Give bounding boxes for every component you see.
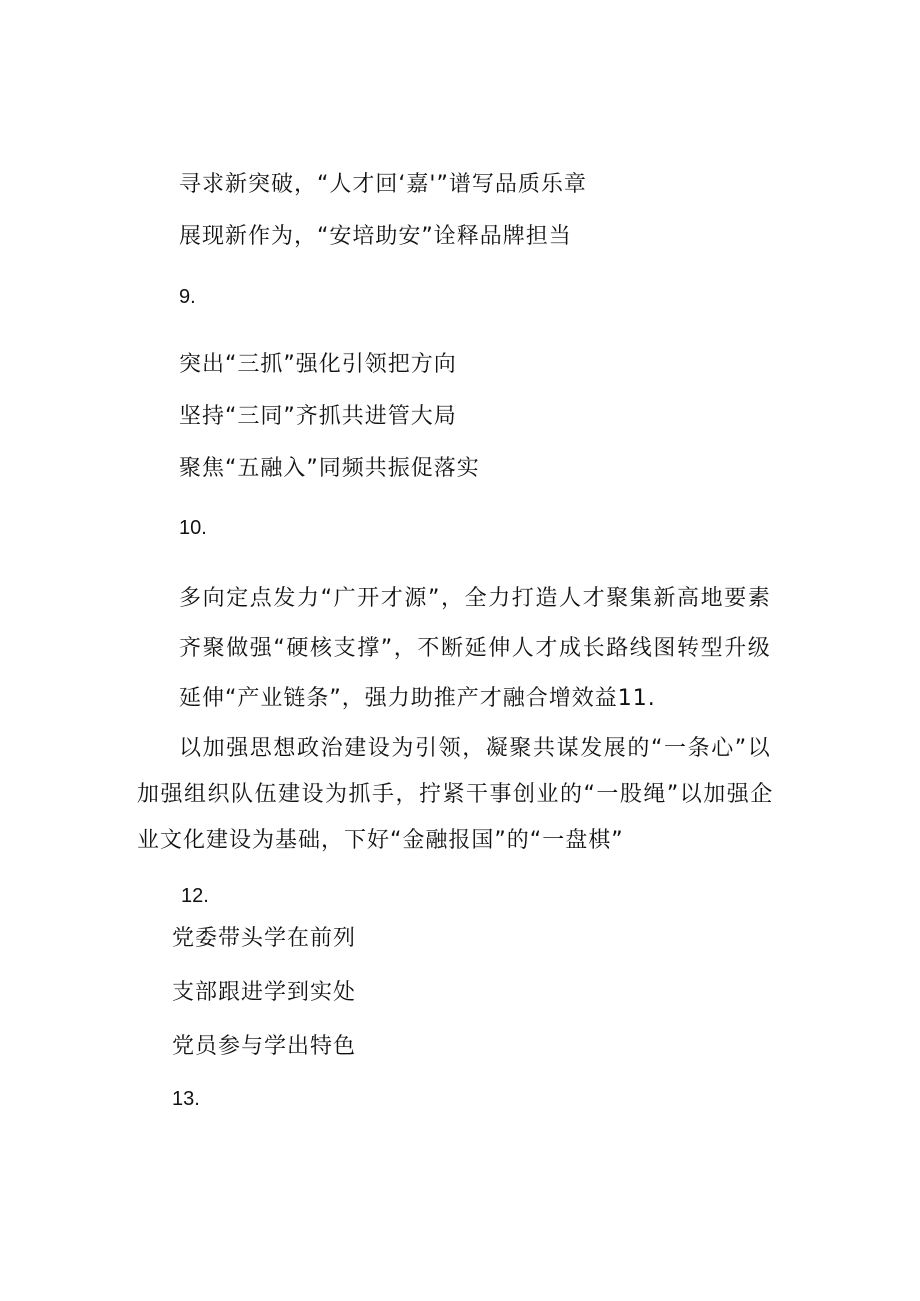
- slogan-line: 党员参与学出特色: [172, 1034, 357, 1059]
- paragraph-line: 加强组织队伍建设为抓手，拧紧干事创业的“一股绳”以加强企: [137, 782, 774, 807]
- item-number: 13.: [172, 1088, 200, 1110]
- paragraph-line: 业文化建设为基础，下好“金融报国”的“一盘棋”: [137, 828, 624, 853]
- paragraph-line: 以加强思想政治建设为引领，凝聚共谋发展的“一条心”以: [179, 736, 772, 761]
- item-number: 12.: [181, 885, 209, 907]
- slogan-line: 延伸“产业链条”，强力助推产才融合增效益11.: [179, 686, 656, 711]
- item-number: 9.: [179, 286, 196, 308]
- item-number: 10.: [179, 517, 207, 539]
- slogan-line: 坚持“三同”齐抓共进管大局: [179, 404, 457, 429]
- slogan-line: 寻求新突破，“人才回‘嘉'”谱写品质乐章: [179, 172, 587, 197]
- slogan-line: 齐聚做强“硬核支撑”，不断延伸人才成长路线图转型升级: [179, 636, 772, 661]
- slogan-line: 多向定点发力“广开才源”，全力打造人才聚集新高地要素: [179, 586, 772, 611]
- slogan-line: 展现新作为，“安培助安”诠释品牌担当: [179, 224, 572, 249]
- slogan-line: 突出“三抓”强化引领把方向: [179, 352, 457, 377]
- slogan-line: 党委带头学在前列: [172, 926, 357, 951]
- slogan-line: 聚焦“五融入”同频共振促落实: [179, 456, 480, 481]
- slogan-line: 支部跟进学到实处: [172, 980, 357, 1005]
